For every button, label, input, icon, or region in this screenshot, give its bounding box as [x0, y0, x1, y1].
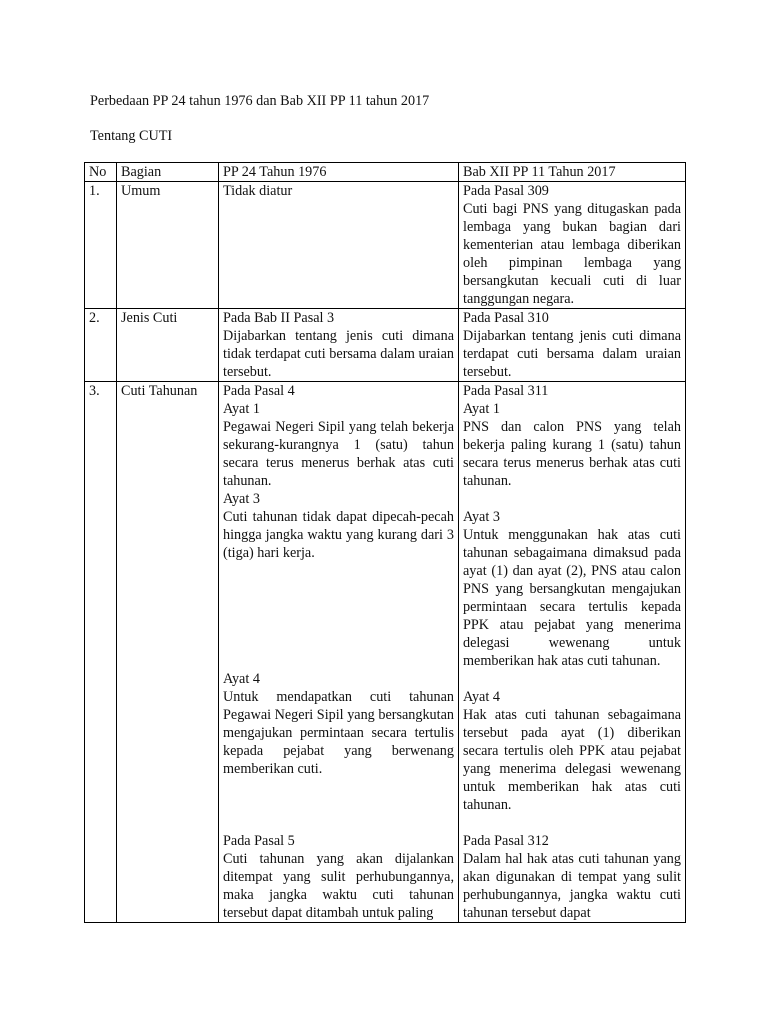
row-bagian: Umum — [117, 182, 219, 309]
row-bagian: Cuti Tahunan — [117, 382, 219, 923]
ayat-heading: Ayat 3 — [223, 491, 260, 507]
header-bagian: Bagian — [117, 163, 219, 182]
row-bagian: Jenis Cuti — [117, 309, 219, 382]
comparison-table — [84, 162, 686, 923]
table-row — [85, 382, 686, 923]
pasal-heading: Pada Pasal 312 — [463, 833, 549, 849]
pasal-heading: Pada Pasal 311 — [463, 383, 549, 399]
row-number: 2. — [85, 309, 117, 382]
pp1976-block-2 — [223, 490, 454, 670]
ayat-text: PNS dan calon PNS yang telah bekerja paling kurang 1 (satu) tahun secara terus menerus berhak atas cuti tahunan. — [463, 419, 681, 489]
document-title: Perbedaan PP 24 tahun 1976 dan Bab XII PP 11 tahun 2017 — [90, 93, 430, 109]
pasal-heading: Pada Pasal 5 — [223, 833, 295, 849]
row-number: 1. — [85, 182, 117, 309]
cell-pp-2017 — [459, 382, 686, 923]
cell-text: Dijabarkan tentang jenis cuti dimana terdapat cuti bersama dalam uraian tersebut. — [463, 328, 681, 380]
cell-heading: Pada Pasal 309 — [463, 183, 549, 199]
ayat-heading: Ayat 1 — [223, 401, 260, 417]
ayat-text: Pegawai Negeri Sipil yang telah bekerja sekurang-kurangnya 1 (satu) tahun secara terus menerus berhak atas cuti tahunan. — [223, 419, 454, 489]
table-row — [85, 309, 686, 382]
row-number: 3. — [85, 382, 117, 923]
pp2017-block-3 — [463, 688, 681, 832]
pasal-heading: Pada Pasal 4 — [223, 383, 295, 399]
cell-pp-1976 — [219, 309, 459, 382]
ayat-heading: Ayat 4 — [223, 671, 260, 687]
table-header-row — [85, 163, 686, 182]
ayat-text: Untuk menggunakan hak atas cuti tahunan sebagaimana dimaksud pada ayat (1) dan ayat (2), PNS atau calon PNS yang bersangkutan mengajukan permintaan secara tertulis kepada PPK atau pejabat yang menerima delegasi wewenang untuk memberikan hak atas cuti tahunan. — [463, 527, 681, 669]
cell-text: Tidak diatur — [223, 183, 293, 199]
header-no: No — [85, 163, 117, 182]
pp2017-block-2 — [463, 508, 681, 688]
cell-text: Dijabarkan tentang jenis cuti dimana tidak terdapat cuti bersama dalam uraian tersebut. — [223, 328, 454, 380]
pp2017-block-1 — [463, 382, 681, 508]
ayat-heading: Ayat 3 — [463, 509, 500, 525]
header-pp-1976: PP 24 Tahun 1976 — [219, 163, 459, 182]
ayat-heading: Ayat 1 — [463, 401, 500, 417]
pp1976-block-3 — [223, 670, 454, 832]
ayat-text: Untuk mendapatkan cuti tahunan Pegawai Negeri Sipil yang bersangkutan mengajukan permintaan secara tertulis kepada pejabat yang berwenang memberikan cuti. — [223, 689, 454, 777]
pp2017-block-4 — [463, 832, 681, 922]
cell-heading: Pada Bab II Pasal 3 — [223, 310, 335, 326]
document-subtitle: Tentang CUTI — [90, 128, 173, 144]
cell-pp-1976 — [219, 182, 459, 309]
header-pp-2017: Bab XII PP 11 Tahun 2017 — [459, 163, 686, 182]
ayat-text: Cuti tahunan yang akan dijalankan ditempat yang sulit perhubungannya, maka jangka waktu cuti tahunan tersebut dapat ditambah untuk paling — [223, 851, 454, 921]
cell-text: Cuti bagi PNS yang ditugaskan pada lembaga yang bukan bagian dari kementerian atau lembaga diberikan oleh pimpinan lembaga yang bersangkutan kecuali cuti di luar tanggungan negara. — [463, 201, 681, 307]
cell-pp-2017 — [459, 182, 686, 309]
ayat-text: Hak atas cuti tahunan sebagaimana tersebut pada ayat (1) diberikan secara tertulis oleh PPK atau pejabat yang menerima delegasi wewenang untuk memberikan hak atas cuti tahunan. — [463, 707, 681, 813]
ayat-text: Dalam hal hak atas cuti tahunan yang akan digunakan di tempat yang sulit perhubungannya, jangka waktu cuti tahunan tersebut dapat — [463, 851, 681, 921]
cell-pp-2017 — [459, 309, 686, 382]
pp1976-block-1 — [223, 382, 454, 490]
ayat-heading: Ayat 4 — [463, 689, 500, 705]
cell-pp-1976 — [219, 382, 459, 923]
ayat-text: Cuti tahunan tidak dapat dipecah-pecah hingga jangka waktu yang kurang dari 3 (tiga) hari kerja. — [223, 509, 454, 561]
cell-heading: Pada Pasal 310 — [463, 310, 549, 326]
pp1976-block-4 — [223, 832, 454, 922]
table-row — [85, 182, 686, 309]
